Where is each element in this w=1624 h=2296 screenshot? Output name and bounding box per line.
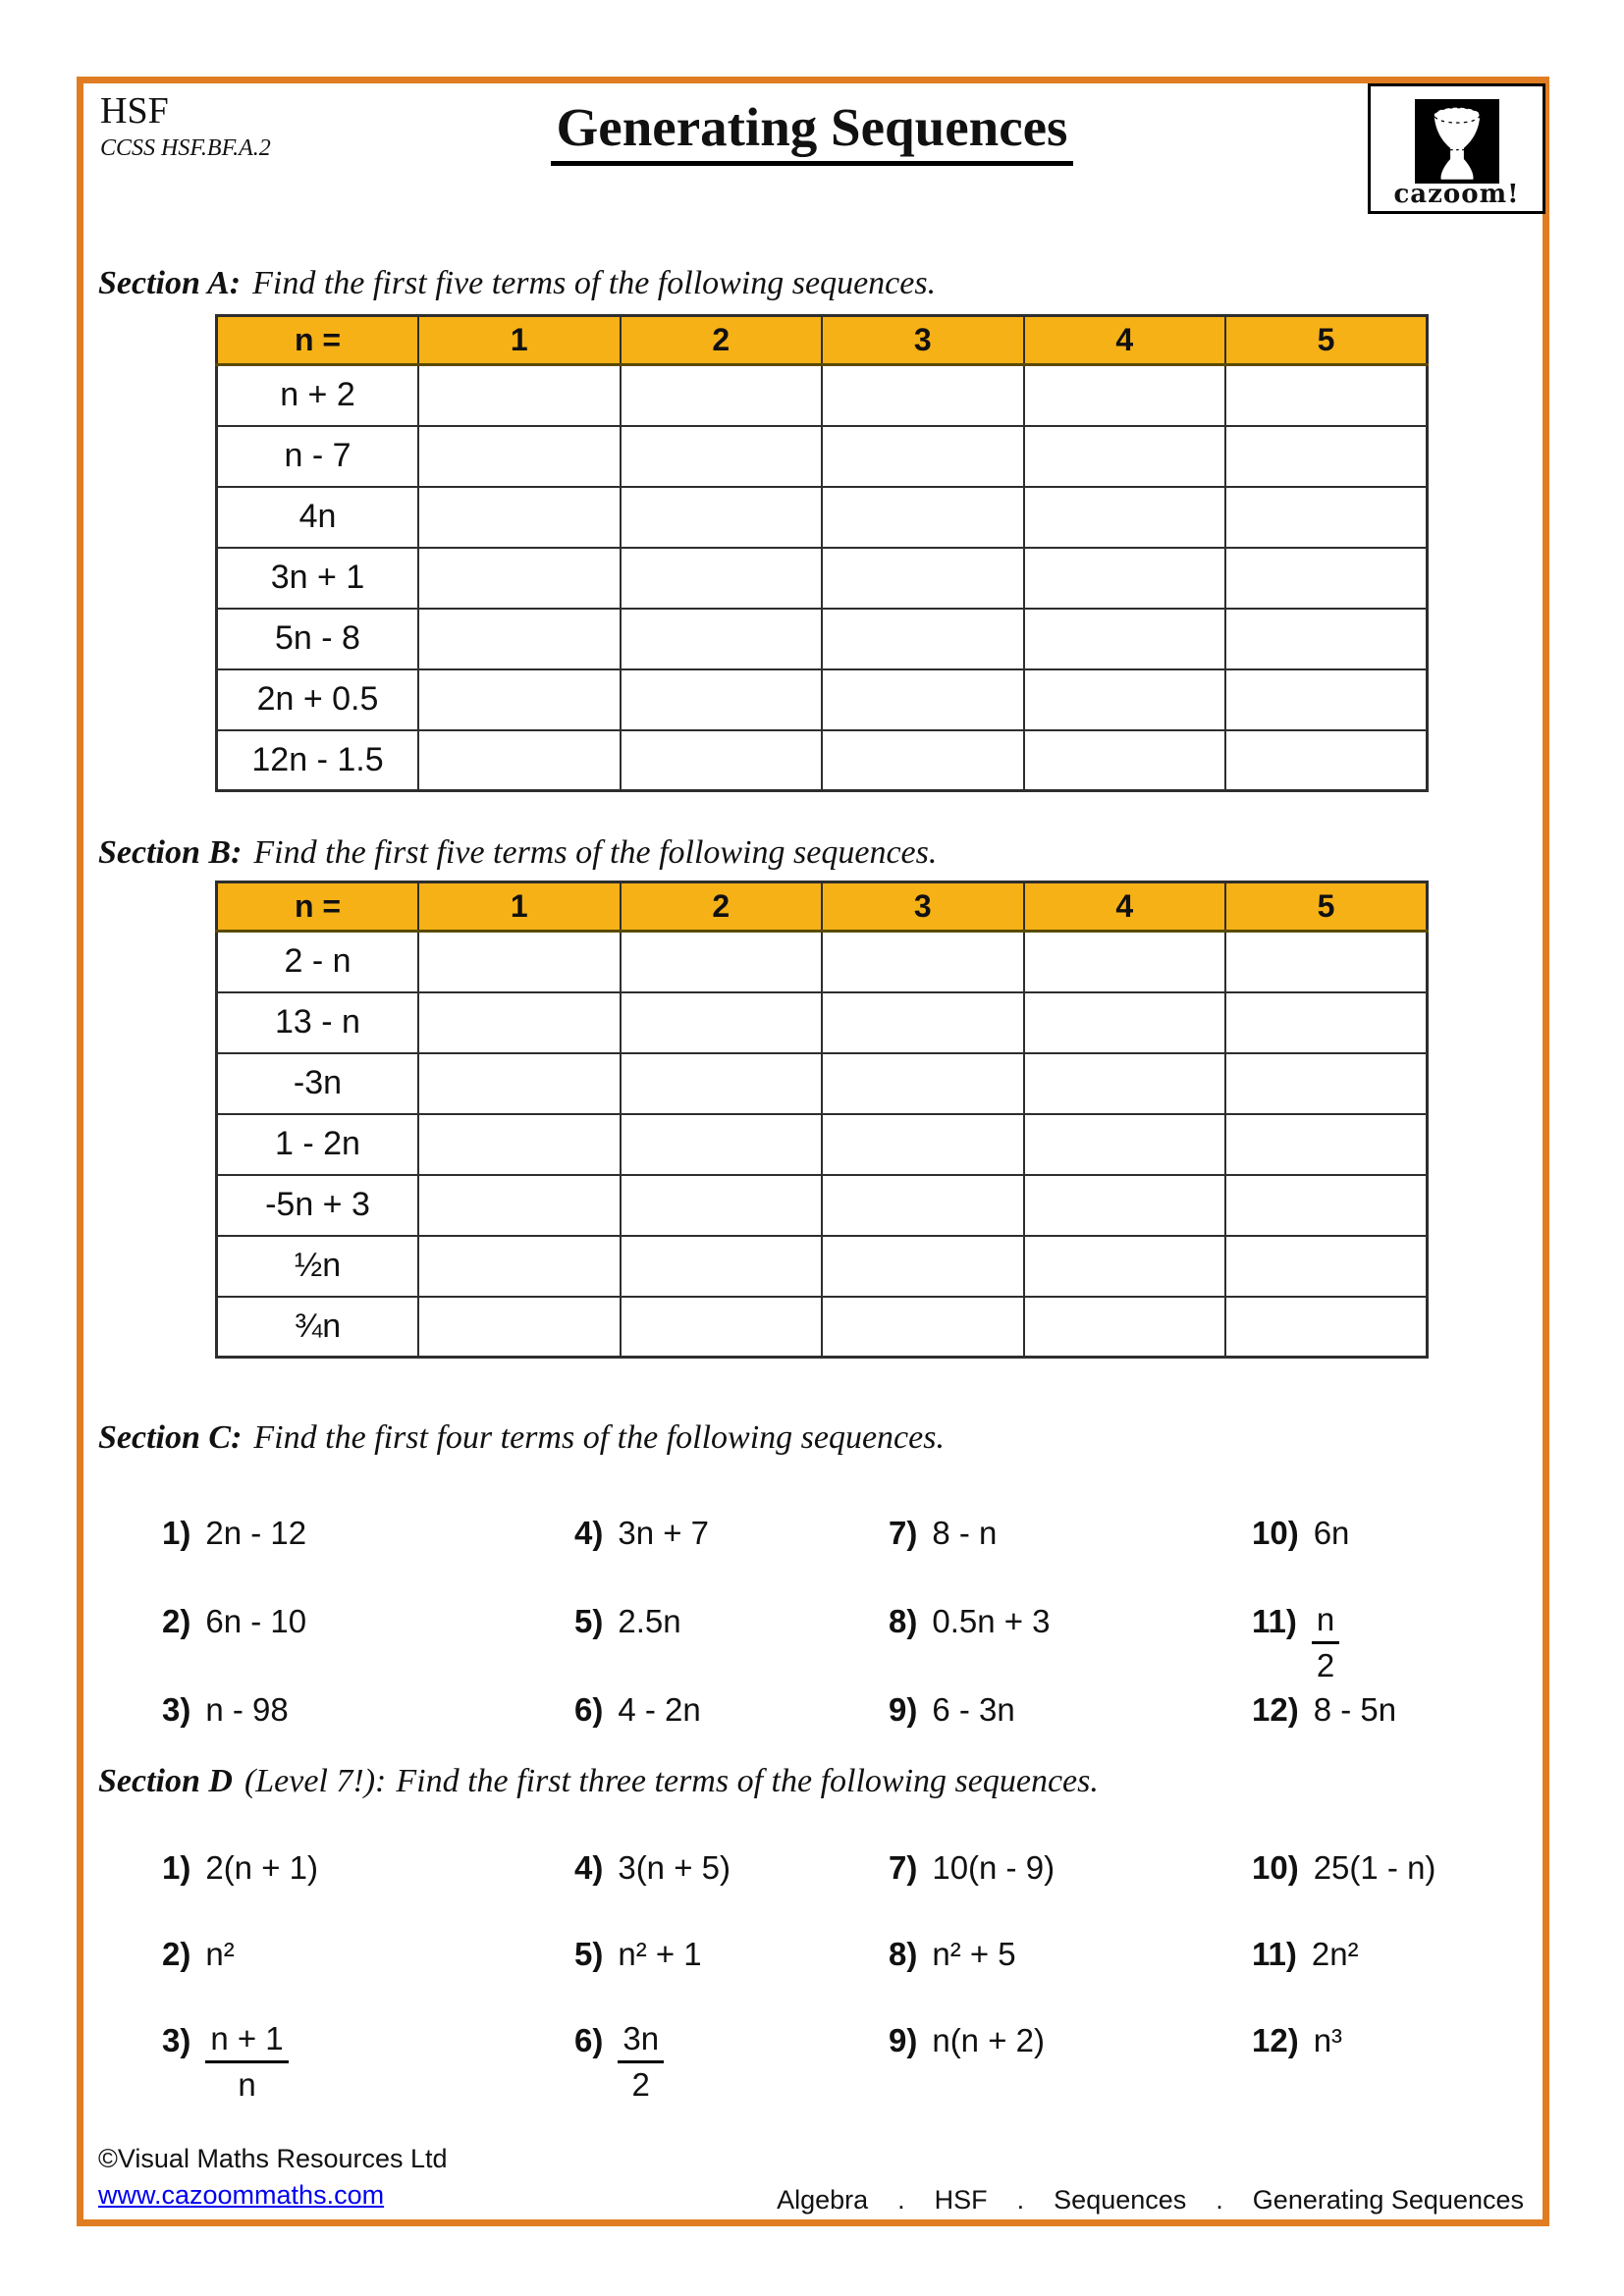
question-number: 3) [162, 2022, 191, 2058]
question-expression: 6n [1313, 1515, 1350, 1551]
question-number: 9) [889, 1691, 918, 1728]
question-expression: n - 98 [205, 1691, 289, 1728]
question-item [889, 1603, 1252, 1691]
answer-cell[interactable] [1024, 609, 1226, 669]
fraction-numerator: n [1312, 1603, 1339, 1644]
answer-cell[interactable] [1024, 1053, 1226, 1114]
n-equals-header: n = [217, 882, 419, 932]
answer-cell[interactable] [1024, 932, 1226, 992]
question-expression: n² + 1 [618, 1936, 702, 1972]
answer-cell[interactable] [822, 548, 1024, 609]
answer-cell[interactable] [1024, 1236, 1226, 1297]
question-expression: 2(n + 1) [205, 1849, 318, 1886]
table-header-row [217, 316, 1428, 365]
n-value-header: 2 [621, 882, 823, 932]
answer-cell[interactable] [1225, 992, 1428, 1053]
sequence-rule: ¾n [217, 1297, 419, 1358]
question-number: 9) [889, 2022, 918, 2058]
section-a-heading [98, 265, 1516, 302]
fraction-denominator: 2 [631, 2065, 650, 2103]
answer-cell[interactable] [1225, 1175, 1428, 1236]
answer-cell[interactable] [418, 730, 621, 791]
question-expression: 3n + 7 [618, 1515, 710, 1551]
question-expression: 4 - 2n [618, 1691, 701, 1728]
answer-cell[interactable] [1024, 1175, 1226, 1236]
section-c-instruction: Find the first four terms of the following sequences. [253, 1419, 945, 1456]
answer-cell[interactable] [822, 365, 1024, 426]
question-number: 1) [162, 1515, 191, 1551]
answer-cell[interactable] [1024, 487, 1226, 548]
sequence-rule: 5n - 8 [217, 609, 419, 669]
answer-cell[interactable] [621, 1053, 823, 1114]
table-header-row [217, 882, 1428, 932]
question-expression: 8 - 5n [1313, 1691, 1397, 1728]
question-expression: 6 - 3n [932, 1691, 1015, 1728]
answer-cell[interactable] [822, 426, 1024, 487]
question-expression: 2n - 12 [205, 1515, 307, 1551]
code-label: HSF [100, 90, 169, 132]
answer-cell[interactable] [822, 932, 1024, 992]
answer-cell[interactable] [621, 1175, 823, 1236]
answer-cell[interactable] [418, 932, 621, 992]
question-number: 6) [574, 1691, 604, 1728]
section-b-heading [98, 834, 1516, 872]
answer-cell[interactable] [822, 669, 1024, 730]
n-value-header: 1 [418, 882, 621, 932]
question-item [574, 2022, 889, 2109]
sequence-rule: n + 2 [217, 365, 419, 426]
answer-cell[interactable] [621, 669, 823, 730]
answer-cell[interactable] [621, 1114, 823, 1175]
section-a-label: Section A: [98, 265, 242, 301]
n-value-header: 5 [1225, 882, 1428, 932]
answer-cell[interactable] [1024, 1297, 1226, 1358]
answer-cell[interactable] [1024, 548, 1226, 609]
answer-cell[interactable] [1225, 1114, 1428, 1175]
question-expression: 8 - n [932, 1515, 998, 1551]
sequence-row [217, 365, 1428, 426]
question-number: 2) [162, 1936, 191, 1972]
sequence-rule: 13 - n [217, 992, 419, 1053]
question-number: 10) [1252, 1849, 1299, 1886]
answer-cell[interactable] [418, 1236, 621, 1297]
sequence-rule: 12n - 1.5 [217, 730, 419, 791]
sequence-row [217, 932, 1428, 992]
sequence-rule: 4n [217, 487, 419, 548]
sequence-row [217, 426, 1428, 487]
question-number: 11) [1252, 1603, 1297, 1639]
answer-cell[interactable] [621, 992, 823, 1053]
question-item [889, 1515, 1252, 1603]
question-item [1252, 1936, 1529, 2022]
question-number: 4) [574, 1849, 604, 1886]
n-value-header: 3 [822, 882, 1024, 932]
answer-cell[interactable] [621, 730, 823, 791]
sequence-rule: -5n + 3 [217, 1175, 419, 1236]
answer-cell[interactable] [1225, 730, 1428, 791]
fraction-denominator: 2 [1316, 1646, 1335, 1683]
question-number: 7) [889, 1849, 918, 1886]
question-item [162, 1936, 574, 2022]
fraction-numerator: 3n [618, 2022, 664, 2063]
section-b-instruction: Find the first five terms of the following sequences. [253, 834, 938, 871]
n-value-header: 4 [1024, 882, 1226, 932]
answer-cell[interactable] [621, 365, 823, 426]
question-item [162, 2022, 574, 2109]
sequence-row [217, 669, 1428, 730]
section-a-instruction: Find the first five terms of the following sequences. [252, 265, 937, 301]
n-value-header: 3 [822, 316, 1024, 365]
section-d-label: Section D [98, 1763, 233, 1799]
answer-cell[interactable] [418, 992, 621, 1053]
sequence-row [217, 1175, 1428, 1236]
question-item [574, 1936, 889, 2022]
answer-cell[interactable] [1024, 1114, 1226, 1175]
website-link[interactable]: www.cazoommaths.com [98, 2180, 385, 2210]
answer-cell[interactable] [822, 1236, 1024, 1297]
answer-cell[interactable] [621, 932, 823, 992]
drum-icon [1415, 99, 1499, 184]
section-a-table [215, 314, 1429, 792]
sequence-row [217, 1236, 1428, 1297]
logo-wordmark: cazoom! [1393, 180, 1520, 209]
answer-cell[interactable] [822, 1114, 1024, 1175]
question-expression: 6n - 10 [205, 1603, 307, 1639]
sequence-rule: 3n + 1 [217, 548, 419, 609]
answer-cell[interactable] [1225, 487, 1428, 548]
n-value-header: 1 [418, 316, 621, 365]
answer-cell[interactable] [1225, 609, 1428, 669]
answer-cell[interactable] [822, 1297, 1024, 1358]
question-item [889, 2022, 1252, 2109]
question-expression: n(n + 2) [932, 2022, 1045, 2058]
question-item [1252, 1849, 1529, 1936]
question-item [574, 1849, 889, 1936]
answer-cell[interactable] [822, 487, 1024, 548]
question-expression: n² [205, 1936, 235, 1972]
answer-cell[interactable] [1024, 992, 1226, 1053]
breadcrumb-separator: . [897, 2185, 905, 2215]
answer-cell[interactable] [418, 365, 621, 426]
copyright-text: ©Visual Maths Resources Ltd [98, 2144, 448, 2173]
question-number: 3) [162, 1691, 191, 1728]
question-number: 6) [574, 2022, 604, 2058]
answer-cell[interactable] [822, 1175, 1024, 1236]
answer-cell[interactable] [1225, 932, 1428, 992]
answer-cell[interactable] [1225, 1236, 1428, 1297]
question-item [889, 1849, 1252, 1936]
section-b-table [215, 881, 1429, 1359]
answer-cell[interactable] [418, 669, 621, 730]
sequence-rule: ½n [217, 1236, 419, 1297]
question-fraction [618, 2022, 664, 2102]
question-item [889, 1936, 1252, 2022]
answer-cell[interactable] [418, 487, 621, 548]
answer-cell[interactable] [621, 1297, 823, 1358]
question-expression: 25(1 - n) [1313, 1849, 1436, 1886]
answer-cell[interactable] [621, 548, 823, 609]
question-item [1252, 2022, 1529, 2109]
n-value-header: 4 [1024, 316, 1226, 365]
n-equals-header: n = [217, 316, 419, 365]
sequence-row [217, 730, 1428, 791]
question-number: 5) [574, 1603, 604, 1639]
answer-cell[interactable] [822, 992, 1024, 1053]
sequence-rule: 2 - n [217, 932, 419, 992]
question-number: 1) [162, 1849, 191, 1886]
ccss-label: CCSS HSF.BF.A.2 [100, 134, 271, 161]
sequence-rule: n - 7 [217, 426, 419, 487]
question-item [1252, 1603, 1529, 1691]
sequence-row [217, 1297, 1428, 1358]
breadcrumb-separator: . [1016, 2185, 1025, 2215]
answer-cell[interactable] [822, 609, 1024, 669]
sequence-row [217, 548, 1428, 609]
question-number: 12) [1252, 1691, 1299, 1728]
fraction-numerator: n + 1 [205, 2022, 288, 2063]
sequence-row [217, 992, 1428, 1053]
question-fraction [1312, 1603, 1339, 1682]
answer-cell[interactable] [621, 609, 823, 669]
sequence-row [217, 487, 1428, 548]
answer-cell[interactable] [822, 730, 1024, 791]
answer-cell[interactable] [1225, 1053, 1428, 1114]
answer-cell[interactable] [1225, 365, 1428, 426]
question-number: 12) [1252, 2022, 1299, 2058]
question-number: 8) [889, 1936, 918, 1972]
question-number: 8) [889, 1603, 918, 1639]
answer-cell[interactable] [1024, 365, 1226, 426]
question-fraction [205, 2022, 288, 2102]
question-item [162, 1603, 574, 1691]
sequence-row [217, 1053, 1428, 1114]
question-expression: 2n² [1311, 1936, 1359, 1972]
answer-cell[interactable] [621, 487, 823, 548]
answer-cell[interactable] [1225, 1297, 1428, 1358]
n-value-header: 5 [1225, 316, 1428, 365]
section-c-heading [98, 1419, 1516, 1457]
answer-cell[interactable] [418, 548, 621, 609]
question-number: 10) [1252, 1515, 1299, 1551]
question-number: 7) [889, 1515, 918, 1551]
question-expression: n³ [1313, 2022, 1343, 2058]
answer-cell[interactable] [1225, 548, 1428, 609]
answer-cell[interactable] [1024, 730, 1226, 791]
answer-cell[interactable] [1225, 669, 1428, 730]
answer-cell[interactable] [418, 1297, 621, 1358]
breadcrumb-item: Generating Sequences [1252, 2185, 1524, 2215]
question-expression: 2.5n [618, 1603, 681, 1639]
breadcrumb-item: Algebra [777, 2185, 869, 2215]
question-item [574, 1515, 889, 1603]
section-b-label: Section B: [98, 834, 243, 871]
answer-cell[interactable] [1024, 426, 1226, 487]
section-d-level-note: (Level 7!): [244, 1763, 387, 1799]
answer-cell[interactable] [418, 426, 621, 487]
cazoom-logo [1368, 83, 1545, 214]
answer-cell[interactable] [418, 1053, 621, 1114]
section-d-heading [98, 1763, 1516, 1800]
question-expression: 10(n - 9) [932, 1849, 1056, 1886]
answer-cell[interactable] [418, 609, 621, 669]
question-number: 4) [574, 1515, 604, 1551]
answer-cell[interactable] [621, 426, 823, 487]
sequence-rule: 1 - 2n [217, 1114, 419, 1175]
question-expression: 3(n + 5) [618, 1849, 731, 1886]
sequence-rule: 2n + 0.5 [217, 669, 419, 730]
breadcrumb-separator: . [1216, 2185, 1223, 2215]
section-c-questions [162, 1515, 1529, 1780]
section-d-questions [162, 1849, 1529, 2109]
answer-cell[interactable] [418, 1114, 621, 1175]
answer-cell[interactable] [822, 1053, 1024, 1114]
breadcrumb-item: HSF [934, 2185, 988, 2215]
sequence-rule: -3n [217, 1053, 419, 1114]
sequence-row [217, 609, 1428, 669]
n-value-header: 2 [621, 316, 823, 365]
answer-cell[interactable] [418, 1175, 621, 1236]
question-number: 11) [1252, 1936, 1297, 1972]
question-item [162, 1515, 574, 1603]
section-c-label: Section C: [98, 1419, 243, 1456]
sequence-row [217, 1114, 1428, 1175]
answer-cell[interactable] [621, 1236, 823, 1297]
answer-cell[interactable] [1225, 426, 1428, 487]
page-title: Generating Sequences [551, 96, 1074, 166]
fraction-denominator: n [238, 2065, 256, 2103]
question-number: 2) [162, 1603, 191, 1639]
question-item [574, 1603, 889, 1691]
question-item [1252, 1515, 1529, 1603]
question-expression: n² + 5 [932, 1936, 1016, 1972]
question-item [162, 1849, 574, 1936]
breadcrumb-item: Sequences [1054, 2185, 1187, 2215]
question-number: 5) [574, 1936, 604, 1972]
section-d-instruction: Find the first three terms of the following sequences. [396, 1763, 1099, 1799]
breadcrumb [777, 2185, 1524, 2216]
question-expression: 0.5n + 3 [932, 1603, 1051, 1639]
answer-cell[interactable] [1024, 669, 1226, 730]
